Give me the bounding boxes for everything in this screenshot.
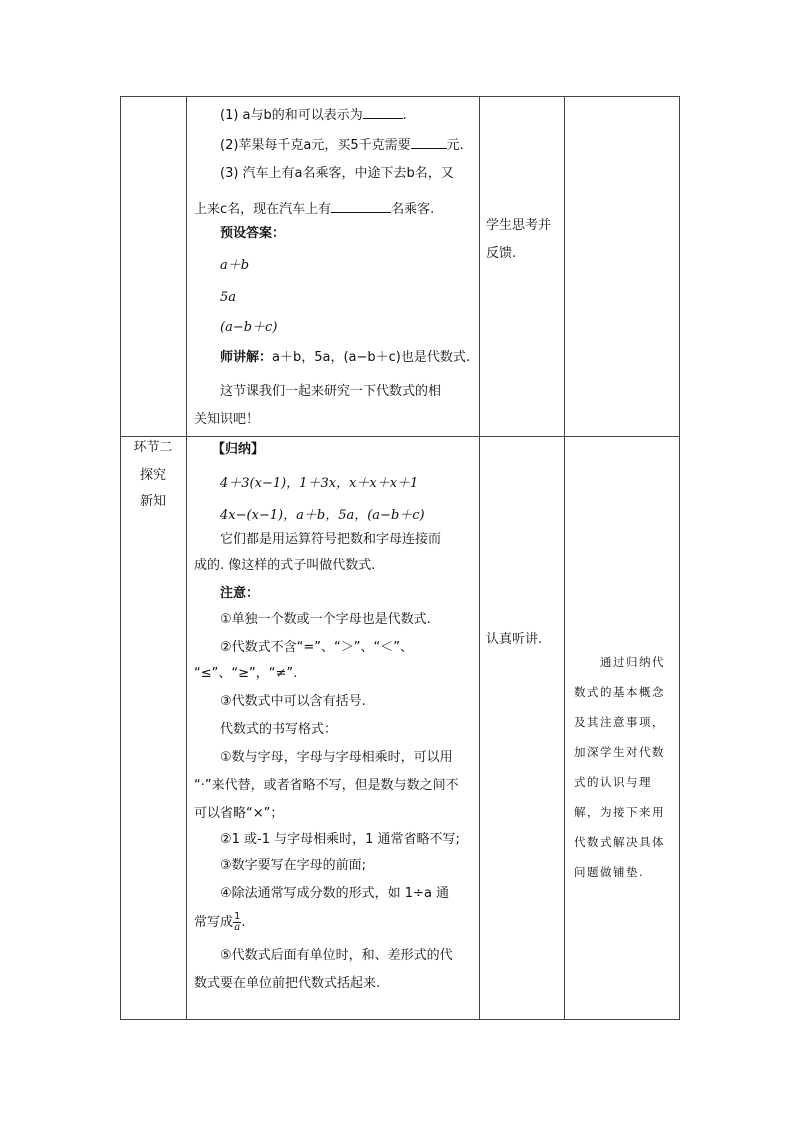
design-note-line-7: 代数式解决具体: [574, 835, 665, 849]
answer-3: (a−b＋c): [220, 320, 278, 335]
closing-line-2: 关知识吧！: [194, 412, 260, 427]
table-border-right: [679, 96, 680, 1020]
stage-label-line-3: 新知: [139, 494, 166, 509]
stage-label-line-2: 探究: [139, 468, 166, 483]
note-1: ①单独一个数或一个字母也是代数式.: [220, 612, 431, 627]
format-rule-1-line-2: “·”来代替，或者省略不写，但是数与数之间不: [194, 778, 459, 793]
preset-answer-heading: 预设答案：: [220, 226, 286, 241]
lesson-table: [120, 96, 680, 1020]
design-note-line-6: 解，为接下来用: [574, 805, 665, 819]
design-note-line-8: 问题做铺垫.: [574, 865, 645, 879]
answer-blank-3: [331, 200, 391, 213]
definition-line-1: 它们都是用运算符号把数和字母连接而: [220, 532, 442, 547]
format-rule-2: ②1 或-1 与字母相乘时，1 通常省略不写;: [220, 832, 460, 847]
design-note-line-4: 加深学生对代数: [574, 745, 665, 759]
question-3-line-2: 上来c名，现在汽车上有 名乘客.: [194, 202, 435, 217]
fraction-one-over-a: $\frac{1}{a}$: [234, 911, 241, 933]
definition-line-2: 成的. 像这样的式子叫做代数式.: [194, 558, 376, 573]
design-note-line-5: 式的认识与理: [574, 775, 652, 789]
answer-blank-1: [363, 106, 403, 119]
student-activity-line-1: 学生思考并: [486, 218, 552, 233]
table-border-bottom: [120, 1019, 680, 1020]
column-divider-3: [564, 96, 565, 1020]
note-2-line-2: “≤”、“≥”，“≠”.: [194, 666, 298, 681]
design-note-line-2: 数式的基本概念: [574, 685, 665, 699]
student-activity-listen: 认真听讲.: [486, 632, 543, 647]
student-activity-line-2: 反馈.: [486, 246, 517, 261]
format-rule-4-line-1: ④除法通常写成分数的形式，如 1÷a 通: [220, 886, 450, 901]
stage-label-line-1: 环节二: [133, 440, 173, 455]
example-expressions-2: 4x−(x−1)，a＋b，5a，(a−b＋c): [220, 508, 425, 523]
design-note-line-3: 及其注意事项，: [574, 715, 665, 729]
table-border-left: [120, 96, 121, 1020]
question-3-line-1: (3) 汽车上有a名乘客，中途下去b名，又: [220, 166, 454, 181]
column-divider-1: [186, 96, 187, 1020]
format-rule-3: ③数字要写在字母的前面;: [220, 858, 367, 873]
teacher-explanation: 师讲解：a＋b，5a，(a−b＋c)也是代数式.: [220, 350, 471, 365]
format-rule-1-line-3: 可以省略“×”；: [194, 806, 284, 821]
format-rule-1-line-1: ①数与字母，字母与字母相乘时，可以用: [220, 750, 453, 765]
answer-1: a＋b: [220, 258, 250, 273]
format-rule-5-line-1: ⑤代数式后面有单位时，和、差形式的代: [220, 948, 453, 963]
table-border-top: [120, 96, 680, 97]
column-divider-2: [479, 96, 480, 1020]
summary-heading: 【归纳】: [212, 442, 265, 457]
row-divider: [120, 436, 680, 437]
closing-line-1: 这节课我们一起来研究一下代数式的相: [220, 384, 442, 399]
note-2-line-1: ②代数式不含“=”、“＞”、“＜”、: [220, 640, 413, 655]
question-1: (1) a与b的和可以表示为 .: [220, 108, 407, 123]
attention-label: 注意：: [220, 586, 260, 601]
answer-blank-2: [411, 136, 447, 149]
format-rule-4-line-2: 常写成 $\frac{1}{a}$ .: [194, 911, 246, 933]
note-3: ③代数式中可以含有括号.: [220, 694, 366, 709]
design-note-line-1: 通过归纳代: [600, 655, 665, 669]
question-2: (2)苹果每千克a元，买5千克需要 元.: [220, 138, 464, 153]
format-rule-5-line-2: 数式要在单位前把代数式括起来.: [194, 976, 381, 991]
format-heading: 代数式的书写格式：: [220, 722, 338, 737]
example-expressions-1: 4＋3(x−1)，1＋3x，x＋x＋x＋1: [220, 476, 419, 491]
answer-2: 5a: [220, 290, 237, 305]
